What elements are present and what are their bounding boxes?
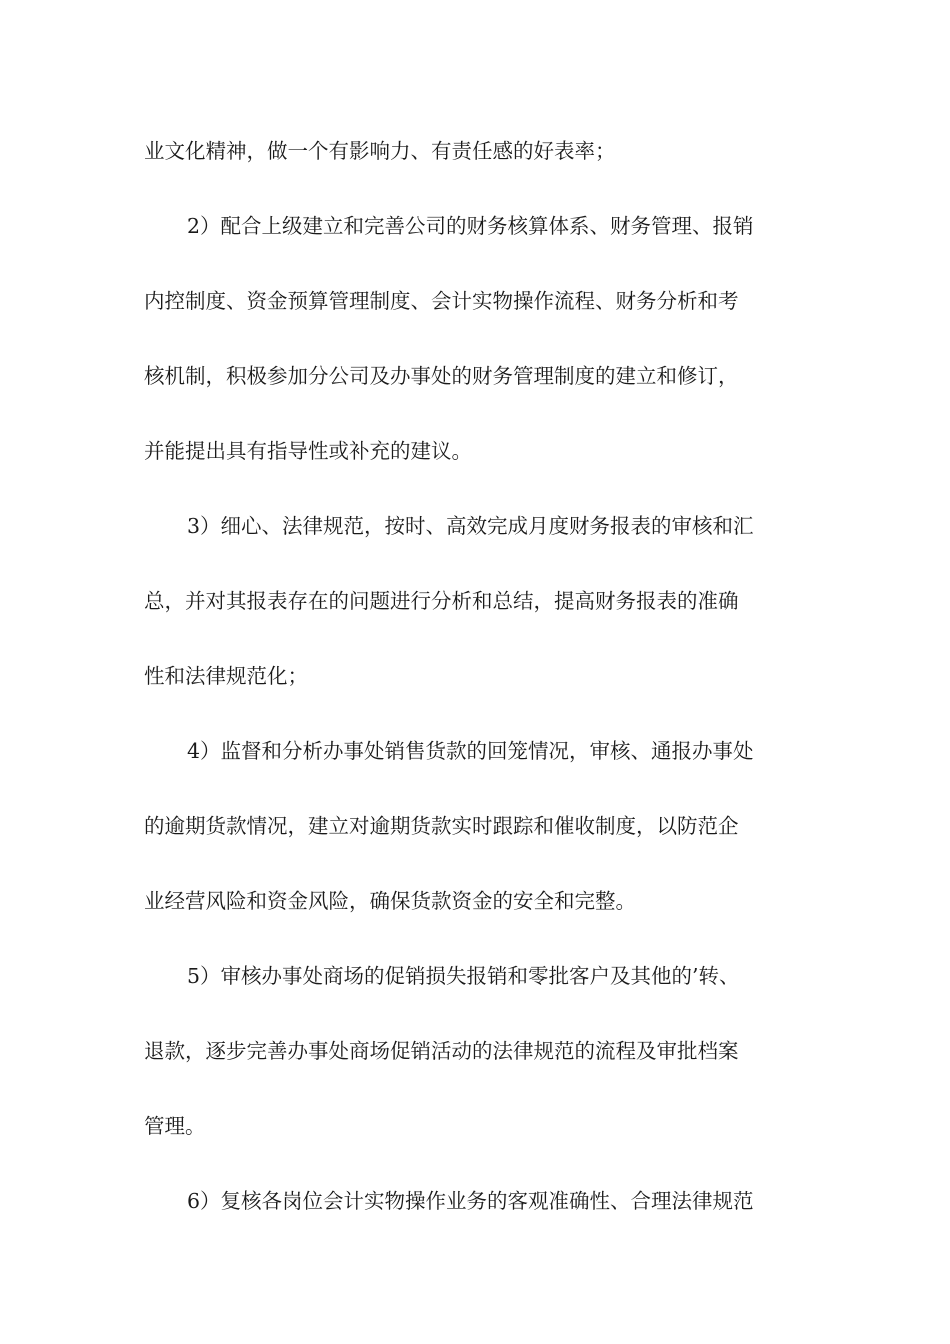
- paragraph-1-line-1: 业文化精神，做一个有影响力、有责任感的好表率；: [144, 139, 616, 163]
- item-5-line-3: 管理。: [144, 1114, 206, 1138]
- item-3-line-3: 性和法律规范化；: [144, 664, 308, 688]
- item-5-line-1: 5）审核办事处商场的促销损失报销和零批客户及其他的’转、: [187, 964, 740, 988]
- item-5-line-2: 退款，逐步完善办事处商场促销活动的法律规范的流程及审批档案: [144, 1039, 739, 1063]
- item-6-line-1: 6）复核各岗位会计实物操作业务的客观准确性、合理法律规范: [187, 1189, 754, 1213]
- item-2-line-3: 核机制，积极参加分公司及办事处的财务管理制度的建立和修订，: [144, 364, 739, 388]
- item-4-line-2: 的逾期货款情况，建立对逾期货款实时跟踪和催收制度，以防范企: [144, 814, 739, 838]
- item-4-line-1: 4）监督和分析办事处销售货款的回笼情况，审核、通报办事处: [187, 739, 754, 763]
- item-2-line-2: 内控制度、资金预算管理制度、会计实物操作流程、财务分析和考: [144, 289, 739, 313]
- item-3-line-1: 3）细心、法律规范，按时、高效完成月度财务报表的审核和汇: [187, 514, 754, 538]
- item-2-line-4: 并能提出具有指导性或补充的建议。: [144, 439, 472, 463]
- item-4-line-3: 业经营风险和资金风险，确保货款资金的安全和完整。: [144, 889, 636, 913]
- item-3-line-2: 总，并对其报表存在的问题进行分析和总结，提高财务报表的准确: [144, 589, 739, 613]
- item-2-line-1: 2）配合上级建立和完善公司的财务核算体系、财务管理、报销: [187, 214, 754, 238]
